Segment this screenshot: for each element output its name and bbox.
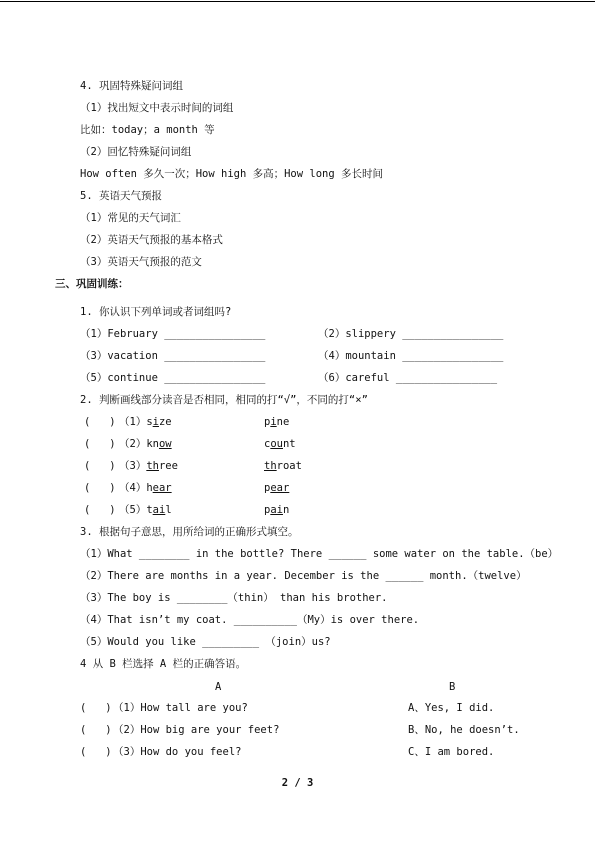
q2-word-b-suffix: n: [282, 504, 290, 516]
q2-word-b-suffix: nt: [282, 438, 296, 450]
section5-title: 5. 英语天气预报: [80, 190, 162, 202]
q4-answer-bracket: ( ): [80, 702, 112, 714]
q1-item: （5）continue ________________: [80, 372, 266, 384]
header-rule: [0, 1, 595, 2]
q2-word-b: [264, 459, 302, 473]
q2-answer-bracket: ( ): [84, 504, 116, 516]
q2-word-a-prefix: s: [146, 416, 153, 428]
q4-answer-bracket: ( ): [80, 746, 112, 758]
q3-item: （2）There are months in a year. December is the ______ month.（twelve）: [80, 570, 527, 582]
q1-prompt: 1. 你认识下列单词或者词组吗?: [80, 306, 232, 318]
q2-word-b-suffix: ne: [276, 416, 290, 428]
q2-word-b-underlined: ai: [270, 504, 283, 516]
q1-item: （1）February ________________: [80, 328, 266, 340]
q2-word-b-underlined: ou: [270, 438, 283, 450]
q2-word-b-prefix: p: [264, 504, 271, 516]
q4-prompt: 4 从 B 栏选择 A 栏的正确答语。: [80, 658, 247, 670]
q2-item: [119, 459, 178, 473]
q2-prompt: 2. 判断画线部分读音是否相同，相同的打“√”，不同的打“×”: [80, 394, 368, 406]
practice-heading: 三、巩固训练：: [55, 278, 129, 290]
q2-word-a-prefix: kn: [146, 438, 159, 450]
section4-title: 4. 巩固特殊疑问词组: [80, 80, 183, 92]
q2-word-b: [264, 481, 289, 495]
q3-prompt: 3. 根据句子意思，用所给词的正确形式填空。: [80, 526, 299, 538]
q2-word-b-prefix: p: [264, 416, 271, 428]
q2-word-b: [264, 437, 296, 451]
q2-word-a-underlined: ear: [152, 482, 172, 494]
q2-item-number: （4）: [119, 482, 147, 494]
q2-word-a-prefix: t: [146, 504, 153, 516]
q2-item-number: （3）: [119, 460, 147, 472]
q4-question: （3）How do you feel?: [113, 746, 242, 758]
q2-item: [119, 481, 172, 495]
q4-answer-option: B、No, he doesn’t.: [408, 724, 520, 736]
section5-item: （2）英语天气预报的基本格式: [80, 234, 223, 246]
page-number: 2 / 3: [281, 777, 314, 789]
q3-item: （4）That isn’t my coat. __________（My）is over there.: [80, 614, 420, 626]
q2-answer-bracket: ( ): [84, 438, 116, 450]
q2-word-b-underlined: ear: [270, 482, 290, 494]
q3-item: （3）The boy is ________（thin） than his brother.: [80, 592, 388, 604]
q3-item: （1）What ________ in the bottle? There ______ some water on the table.（be）: [80, 548, 559, 560]
q2-item-number: （1）: [119, 416, 147, 428]
q4-question: （1）How tall are you?: [113, 702, 248, 714]
section4-sub1: （1）找出短文中表示时间的词组: [80, 102, 234, 114]
q2-word-a-underlined: ai: [152, 504, 166, 516]
q2-word-b-underlined: i: [270, 416, 277, 428]
q2-item-number: （5）: [119, 504, 147, 516]
q2-item-number: （2）: [119, 438, 147, 450]
section4-example: 比如：today；a month 等: [80, 124, 215, 136]
section4-phrases: How often 多久一次；How high 多高；How long 多长时间: [80, 168, 384, 180]
q2-word-a-underlined: ow: [158, 438, 172, 450]
q4-answer-bracket: ( ): [80, 724, 112, 736]
q2-item: [119, 415, 172, 429]
q2-word-a-prefix: h: [146, 482, 153, 494]
q2-word-b-prefix: p: [264, 482, 271, 494]
q2-word-b: [264, 415, 289, 429]
section4-sub2: （2）回忆特殊疑问词组: [80, 146, 192, 158]
q2-word-a-underlined: i: [152, 416, 159, 428]
section5-item: （1）常见的天气词汇: [80, 212, 181, 224]
q3-item: （5）Would you like _________ （join）us?: [80, 636, 331, 648]
q4-column-b-header: B: [449, 681, 456, 693]
q2-word-b-suffix: roat: [276, 460, 302, 472]
q1-item: （6）careful ________________: [318, 372, 498, 384]
q1-item: （3）vacation ________________: [80, 350, 266, 362]
q2-word-b: [264, 503, 289, 517]
section5-item: （3）英语天气预报的范文: [80, 256, 202, 268]
q2-word-b-prefix: c: [264, 438, 271, 450]
q4-answer-option: A、Yes, I did.: [408, 702, 495, 714]
q2-answer-bracket: ( ): [84, 482, 116, 494]
q1-item: （4）mountain ________________: [318, 350, 504, 362]
q1-item: （2）slippery ________________: [318, 328, 504, 340]
q2-answer-bracket: ( ): [84, 460, 116, 472]
q2-word-a-suffix: ree: [158, 460, 178, 472]
q2-word-a-underlined: th: [146, 460, 159, 472]
q2-word-a-suffix: l: [165, 504, 172, 516]
q2-item: [119, 437, 172, 451]
q4-answer-option: C、I am bored.: [408, 746, 495, 758]
q2-word-b-underlined: th: [264, 460, 277, 472]
q4-column-a-header: A: [215, 681, 222, 693]
q2-item: [119, 503, 172, 517]
q2-answer-bracket: ( ): [84, 416, 116, 428]
q4-question: （2）How big are your feet?: [113, 724, 280, 736]
q2-word-a-suffix: ze: [158, 416, 172, 428]
